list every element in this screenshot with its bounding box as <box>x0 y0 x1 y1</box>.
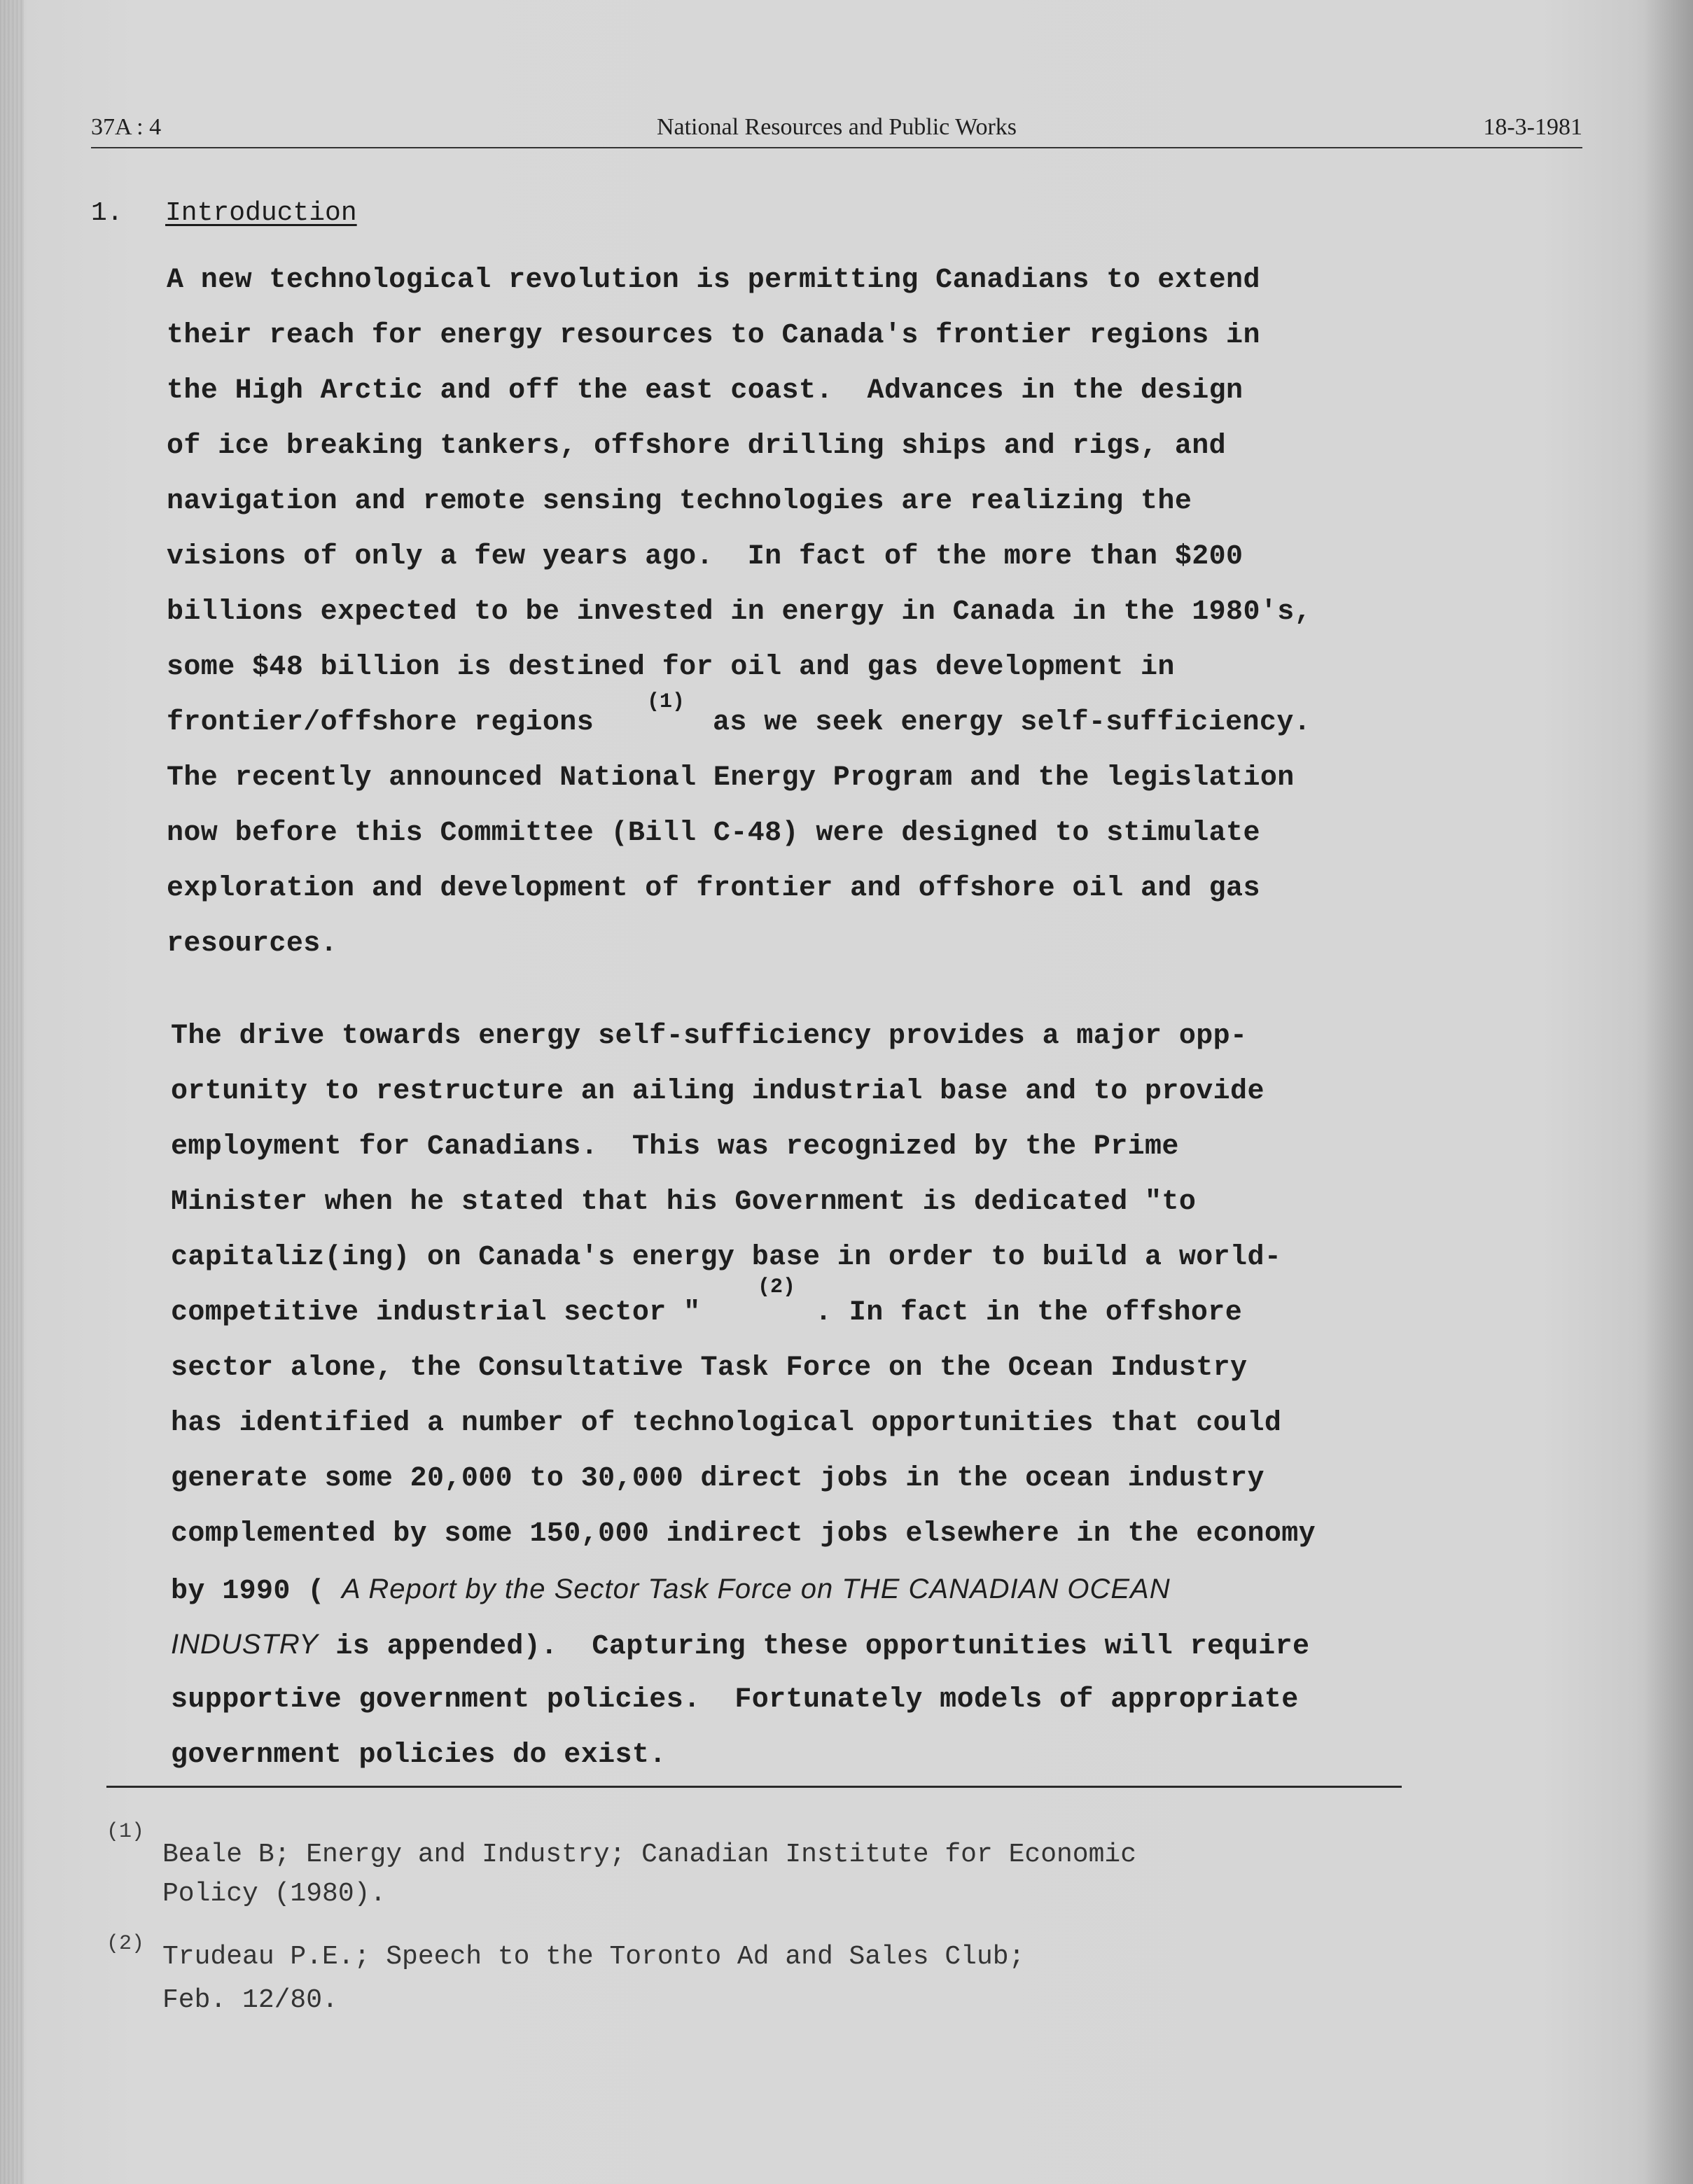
paragraph-1-line: A new technological revolution is permitting Canadians to extend <box>167 265 1260 296</box>
paragraph-2-line: . In fact in the offshore <box>815 1297 1243 1329</box>
footnote-2-line: Trudeau P.E.; Speech to the Toronto Ad and Sales Club; <box>162 1942 1025 1972</box>
header-page-number: 37A : 4 <box>91 114 162 140</box>
paragraph-2-line: generate some 20,000 to 30,000 direct jobs in the ocean industry <box>171 1463 1264 1494</box>
footnote-2-line: Feb. 12/80. <box>162 1985 338 2015</box>
paragraph-2-line <box>171 1629 1309 1662</box>
paragraph-2-line: The drive towards energy self-sufficiency provides a major opp- <box>171 1021 1248 1052</box>
binding-edge <box>0 0 24 2184</box>
footnote-1-line: Beale B; Energy and Industry; Canadian Institute for Economic <box>162 1840 1137 1870</box>
paragraph-2-line: supportive government policies. Fortunately models of appropriate <box>171 1684 1299 1716</box>
paragraph-1-line: navigation and remote sensing technologies are realizing the <box>167 486 1192 517</box>
report-title-italic: INDUSTRY <box>171 1629 319 1660</box>
paragraph-1-line: frontier/offshore regions <box>167 707 594 738</box>
paragraph-2-line: competitive industrial sector " <box>171 1297 701 1329</box>
paragraph-1-line: the High Arctic and off the east coast. Advances in the design <box>167 375 1243 407</box>
paragraph-2-line: ortunity to restructure an ailing industrial base and to provide <box>171 1076 1264 1107</box>
footnote-1-mark: (1) <box>106 1820 145 1844</box>
paragraph-1-line: some $48 billion is destined for oil and gas development in <box>167 652 1175 683</box>
paragraph-1-line: now before this Committee (Bill C-48) were designed to stimulate <box>167 818 1260 849</box>
paragraph-1-line: as we seek energy self-sufficiency. <box>713 707 1311 738</box>
paragraph-2-line: complemented by some 150,000 indirect jobs elsewhere in the economy <box>171 1518 1316 1550</box>
paragraph-1-line: resources. <box>167 928 338 960</box>
paragraph-2-line: employment for Canadians. This was recognized by the Prime <box>171 1131 1179 1163</box>
paragraph-1-line: visions of only a few years ago. In fact of the more than $200 <box>167 541 1243 573</box>
section-title: Introduction <box>165 198 357 228</box>
footnote-2-mark: (2) <box>106 1932 145 1956</box>
paragraph-1-line: their reach for energy resources to Canada's frontier regions in <box>167 320 1260 351</box>
paragraph-2-line: Minister when he stated that his Government is dedicated "to <box>171 1186 1197 1218</box>
paragraph-1-line: billions expected to be invested in energy in Canada in the 1980's, <box>167 596 1312 628</box>
paragraph-2-line: has identified a number of technological opportunities that could <box>171 1408 1282 1439</box>
paragraph-2-line: government policies do exist. <box>171 1740 667 1771</box>
header-title: National Resources and Public Works <box>656 114 1017 140</box>
paragraph-2-line <box>171 1574 1171 1607</box>
footnote-reference-1: (1) <box>647 690 685 714</box>
footnote-rule <box>106 1786 1402 1788</box>
paragraph-1-line: exploration and development of frontier and offshore oil and gas <box>167 873 1260 904</box>
section-number: 1. <box>91 198 123 228</box>
paragraph-2-text: by 1990 ( <box>171 1576 342 1607</box>
header-date: 18-3-1981 <box>1483 114 1582 140</box>
paragraph-2-text: is appended). Capturing these opportunities will require <box>318 1631 1310 1662</box>
paragraph-1-line: of ice breaking tankers, offshore drilling ships and rigs, and <box>167 430 1227 462</box>
footnote-reference-2: (2) <box>758 1275 796 1299</box>
report-title-italic: A Report by the Sector Task Force on THE CANADIAN OCEAN <box>342 1574 1171 1604</box>
footnote-1-line: Policy (1980). <box>162 1879 386 1909</box>
paragraph-2-line: sector alone, the Consultative Task Force on the Ocean Industry <box>171 1352 1248 1384</box>
running-header <box>91 114 1582 149</box>
header-rule <box>91 147 1582 148</box>
paragraph-2-line: capitaliz(ing) on Canada's energy base in order to build a world- <box>171 1242 1282 1273</box>
page-shadow <box>1644 0 1693 2184</box>
paragraph-1-line: The recently announced National Energy Program and the legislation <box>167 762 1295 794</box>
